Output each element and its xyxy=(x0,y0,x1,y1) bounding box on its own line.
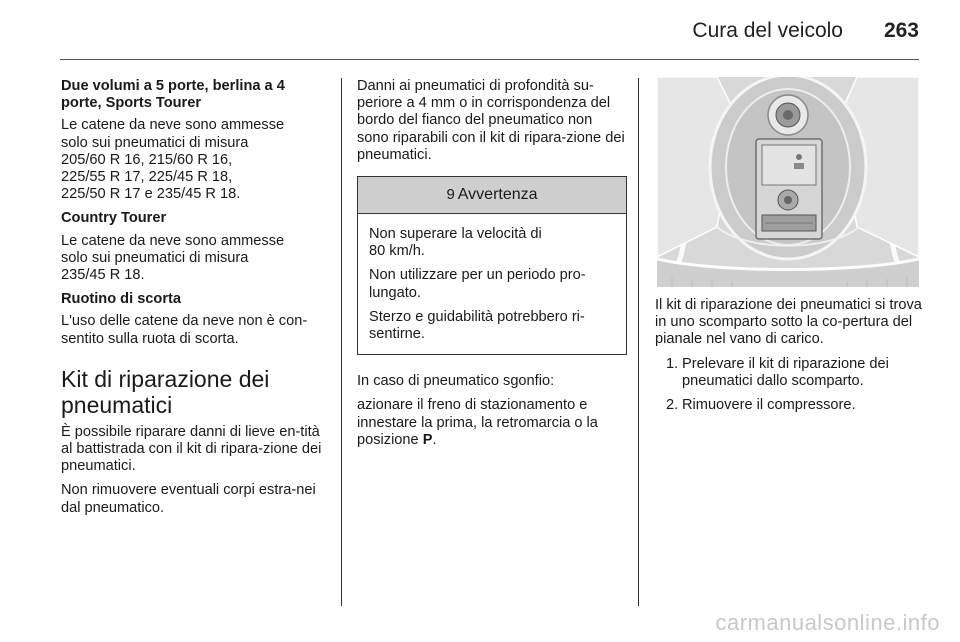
warning-text xyxy=(369,226,615,260)
paragraph: Non rimuovere eventuali corpi estra-nei dal pneumatico. xyxy=(61,482,316,516)
gear-position-label: P xyxy=(422,431,433,448)
text-line: solo sui pneumatici di misura xyxy=(61,134,249,151)
warning-header xyxy=(358,177,626,214)
text-line: Le catene da neve sono ammesse xyxy=(61,117,285,134)
warning-triangle-icon: 9 xyxy=(446,186,455,204)
paragraph: È possibile riparare danni di lieve en-tità al battistrada con il kit di ripara-zione dei pneumatici. xyxy=(61,423,322,475)
text-line: 235/45 R 18. xyxy=(61,267,145,284)
paragraph xyxy=(61,117,327,203)
column-middle xyxy=(357,78,627,456)
text-line: Le catene da neve sono ammesse xyxy=(61,232,285,249)
warning-body xyxy=(358,214,626,354)
list-item xyxy=(655,397,925,414)
paragraph xyxy=(357,397,627,449)
paragraph: Danni ai pneumatici di profondità su-periore a 4 mm o in corrispondenza del bordo del fianco del pneumatico non sono riparabili con il kit di ripara-zione dei pneumatici. xyxy=(357,78,625,163)
paragraph: L'uso delle catene da neve non è con-sentito sulla ruota di scorta. xyxy=(61,313,308,347)
column-right xyxy=(655,297,925,421)
tyre-repair-kit-illustration xyxy=(657,77,919,287)
text-line: Non superare la velocità di xyxy=(369,226,542,243)
paragraph: In caso di pneumatico sgonfio: xyxy=(357,373,555,390)
text-line: 80 km/h. xyxy=(369,243,425,260)
text-run: azionare il freno di stazionamento e innestare la prima, la retromarcia o la posizione xyxy=(357,397,598,448)
paragraph xyxy=(61,233,327,285)
subheading: Ruotino di scorta xyxy=(61,291,181,308)
instruction-list xyxy=(655,356,925,415)
page-number: 263 xyxy=(883,19,919,42)
section-title: Kit di riparazione dei pneumatici xyxy=(61,365,270,418)
list-text: Prelevare il kit di riparazione dei pneumatici dallo scomparto. xyxy=(682,355,889,389)
subheading: Due volumi a 5 porte, berlina a 4 porte, Sports Tourer xyxy=(61,78,285,112)
illustration-svg xyxy=(657,77,919,287)
warning-box xyxy=(357,176,627,355)
list-text: Rimuovere il compressore. xyxy=(682,397,856,414)
warning-text: Sterzo e guidabilità potrebbero ri-sentirne. xyxy=(369,308,585,343)
chapter-title: Cura del veicolo xyxy=(692,19,843,42)
text-line: 225/55 R 17, 225/45 R 18, xyxy=(61,169,233,186)
warning-text: Non utilizzare per un periodo pro-lungato. xyxy=(369,267,586,301)
column-divider xyxy=(341,78,342,606)
list-number: 1. xyxy=(666,355,679,372)
page-header xyxy=(0,0,960,60)
text-line: 205/60 R 16, 215/60 R 16, xyxy=(61,151,233,168)
header-rule xyxy=(60,59,919,60)
text-line: 225/50 R 17 e 235/45 R 18. xyxy=(61,186,241,203)
column-divider xyxy=(638,78,639,606)
warning-title: Avvertenza xyxy=(457,186,538,204)
subheading: Country Tourer xyxy=(61,210,167,227)
list-number: 2. xyxy=(666,397,679,414)
text-line: solo sui pneumatici di misura xyxy=(61,249,249,266)
watermark: carmanualsonline.info xyxy=(715,610,940,635)
paragraph: Il kit di riparazione dei pneumatici si trova in uno scomparto sotto la co-pertura del pianale nel vano di carico. xyxy=(655,297,922,348)
text-run: . xyxy=(432,431,437,448)
list-item xyxy=(655,356,925,390)
column-left xyxy=(61,78,327,524)
